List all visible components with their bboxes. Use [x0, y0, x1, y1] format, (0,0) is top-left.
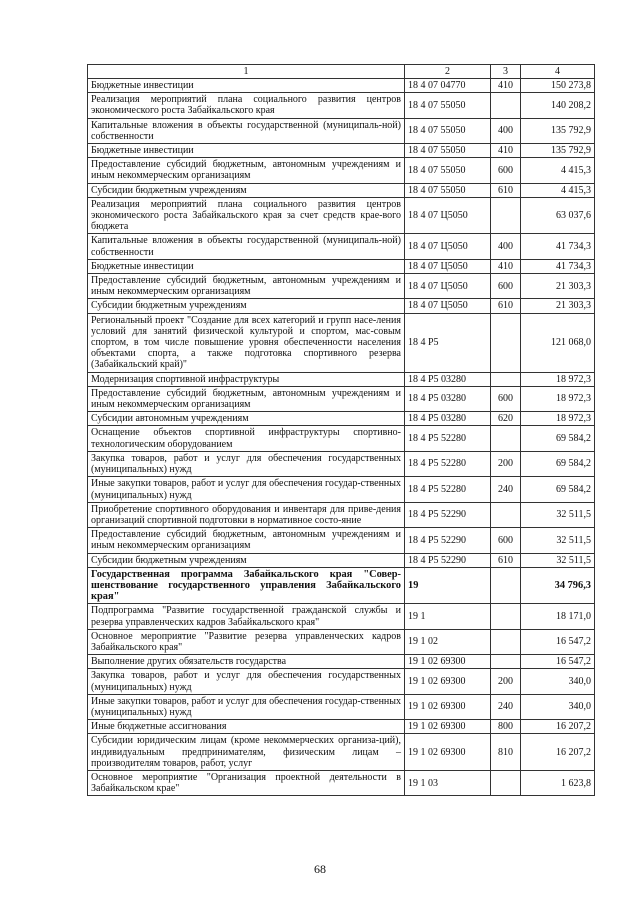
table-row [88, 502, 595, 527]
row-code-cell: 18 4 07 Ц5050 [405, 274, 491, 299]
row-name-cell: Государственная программа Забайкальского края "Совер-шенствование государственного управления Забайкальского края" [88, 567, 405, 604]
row-name-cell: Иные закупки товаров, работ и услуг для обеспечения государ-ственных (муниципальных) нужд [88, 477, 405, 502]
row-type-cell: 600 [491, 274, 521, 299]
row-code-cell: 19 1 02 69300 [405, 734, 491, 771]
row-type-cell: 610 [491, 553, 521, 567]
row-code-cell: 18 4 07 04770 [405, 79, 491, 93]
row-name-cell: Предоставление субсидий бюджетным, автономным учреждениям и иным некоммерческим организациям [88, 158, 405, 183]
row-type-cell: 610 [491, 183, 521, 197]
row-type-cell [491, 567, 521, 604]
row-type-cell [491, 197, 521, 234]
row-name-cell: Субсидии юридическим лицам (кроме некоммерческих организа-ций), индивидуальным предпринимателям, физическим лицам – производителям товаров, работ, услуг [88, 734, 405, 771]
row-type-cell: 600 [491, 158, 521, 183]
row-type-cell: 410 [491, 144, 521, 158]
table-row [88, 372, 595, 386]
table-row [88, 720, 595, 734]
row-name-cell: Предоставление субсидий бюджетным, автономным учреждениям и иным некоммерческим организациям [88, 386, 405, 411]
row-sum-cell: 63 037,6 [521, 197, 595, 234]
row-code-cell: 18 4 07 Ц5050 [405, 197, 491, 234]
row-name-cell: Капитальные вложения в объекты государственной (муниципаль-ной) собственности [88, 118, 405, 143]
row-code-cell: 18 4 P5 52280 [405, 451, 491, 476]
row-code-cell: 19 [405, 567, 491, 604]
row-code-cell: 18 4 07 Ц5050 [405, 299, 491, 313]
table-row [88, 669, 595, 694]
row-type-cell: 200 [491, 451, 521, 476]
table-row [88, 234, 595, 259]
row-code-cell: 19 1 02 69300 [405, 694, 491, 719]
row-type-cell: 620 [491, 412, 521, 426]
table-row [88, 274, 595, 299]
row-type-cell: 240 [491, 477, 521, 502]
row-type-cell: 400 [491, 118, 521, 143]
table-row [88, 426, 595, 451]
budget-table [87, 64, 595, 796]
header-col-3: 3 [491, 65, 521, 79]
table-row [88, 259, 595, 273]
row-type-cell: 400 [491, 234, 521, 259]
row-sum-cell: 135 792,9 [521, 144, 595, 158]
row-sum-cell: 340,0 [521, 694, 595, 719]
table-row [88, 528, 595, 553]
row-name-cell: Реализация мероприятий плана социального развития центров экономического роста Забайкальского края [88, 93, 405, 118]
row-type-cell [491, 604, 521, 629]
table-row [88, 118, 595, 143]
table-row [88, 93, 595, 118]
row-type-cell: 600 [491, 386, 521, 411]
row-type-cell: 600 [491, 528, 521, 553]
row-sum-cell: 34 796,3 [521, 567, 595, 604]
row-name-cell: Закупка товаров, работ и услуг для обеспечения государственных (муниципальных) нужд [88, 669, 405, 694]
table-row [88, 183, 595, 197]
row-name-cell: Предоставление субсидий бюджетным, автономным учреждениям и иным некоммерческим организациям [88, 528, 405, 553]
budget-table-page [87, 64, 594, 796]
row-type-cell: 800 [491, 720, 521, 734]
row-type-cell: 810 [491, 734, 521, 771]
table-row [88, 386, 595, 411]
table-row [88, 734, 595, 771]
row-type-cell: 240 [491, 694, 521, 719]
row-code-cell: 18 4 P5 52290 [405, 528, 491, 553]
row-type-cell: 410 [491, 79, 521, 93]
table-row [88, 197, 595, 234]
row-type-cell [491, 770, 521, 795]
row-name-cell: Бюджетные инвестиции [88, 144, 405, 158]
table-row [88, 313, 595, 372]
row-name-cell: Субсидии бюджетным учреждениям [88, 553, 405, 567]
row-sum-cell: 4 415,3 [521, 158, 595, 183]
row-code-cell: 18 4 P5 03280 [405, 386, 491, 411]
row-type-cell [491, 629, 521, 654]
table-row [88, 655, 595, 669]
row-sum-cell: 32 511,5 [521, 528, 595, 553]
row-name-cell: Региональный проект "Создание для всех категорий и групп насе-ления условий для занятий физической культурой и спортом, мас-совым спортом, в том числе повышение уровня обеспеченности населения объектами спорта, а также подготовка спортивного резерва (Забайкальский край)" [88, 313, 405, 372]
row-name-cell: Оснащение объектов спортивной инфраструктуры спортивно-технологическим оборудованием [88, 426, 405, 451]
row-code-cell: 19 1 02 69300 [405, 720, 491, 734]
header-col-2: 2 [405, 65, 491, 79]
row-name-cell: Выполнение других обязательств государства [88, 655, 405, 669]
row-sum-cell: 18 972,3 [521, 372, 595, 386]
row-type-cell: 610 [491, 299, 521, 313]
row-name-cell: Основное мероприятие "Организация проектной деятельности в Забайкальском крае" [88, 770, 405, 795]
row-sum-cell: 21 303,3 [521, 274, 595, 299]
table-row [88, 629, 595, 654]
row-type-cell [491, 502, 521, 527]
table-row [88, 770, 595, 795]
row-name-cell: Закупка товаров, работ и услуг для обеспечения государственных (муниципальных) нужд [88, 451, 405, 476]
table-row [88, 144, 595, 158]
row-sum-cell: 1 623,8 [521, 770, 595, 795]
row-name-cell: Капитальные вложения в объекты государственной (муниципаль-ной) собственности [88, 234, 405, 259]
row-code-cell: 18 4 P5 52280 [405, 426, 491, 451]
table-row [88, 567, 595, 604]
row-name-cell: Субсидии бюджетным учреждениям [88, 183, 405, 197]
row-sum-cell: 4 415,3 [521, 183, 595, 197]
row-code-cell: 19 1 02 69300 [405, 669, 491, 694]
row-sum-cell: 18 972,3 [521, 412, 595, 426]
row-sum-cell: 16 207,2 [521, 720, 595, 734]
row-sum-cell: 340,0 [521, 669, 595, 694]
row-code-cell: 18 4 P5 52280 [405, 477, 491, 502]
row-name-cell: Иные закупки товаров, работ и услуг для обеспечения государ-ственных (муниципальных) нужд [88, 694, 405, 719]
row-code-cell: 18 4 07 55050 [405, 183, 491, 197]
row-code-cell: 18 4 07 55050 [405, 144, 491, 158]
page-number: 68 [314, 862, 326, 876]
budget-table-body [88, 65, 595, 796]
row-sum-cell: 150 273,8 [521, 79, 595, 93]
row-sum-cell: 69 584,2 [521, 426, 595, 451]
row-sum-cell: 69 584,2 [521, 477, 595, 502]
row-code-cell: 18 4 P5 03280 [405, 372, 491, 386]
row-sum-cell: 18 972,3 [521, 386, 595, 411]
table-row [88, 604, 595, 629]
row-sum-cell: 18 171,0 [521, 604, 595, 629]
row-sum-cell: 32 511,5 [521, 502, 595, 527]
table-row [88, 553, 595, 567]
row-name-cell: Реализация мероприятий плана социального развития центров экономического роста Забайкальского края за счет средств крае-вого бюджета [88, 197, 405, 234]
row-sum-cell: 69 584,2 [521, 451, 595, 476]
row-name-cell: Предоставление субсидий бюджетным, автономным учреждениям и иным некоммерческим организациям [88, 274, 405, 299]
row-type-cell: 410 [491, 259, 521, 273]
header-col-4: 4 [521, 65, 595, 79]
table-row [88, 694, 595, 719]
table-row [88, 79, 595, 93]
row-sum-cell: 41 734,3 [521, 259, 595, 273]
row-name-cell: Модернизация спортивной инфраструктуры [88, 372, 405, 386]
row-code-cell: 18 4 07 Ц5050 [405, 234, 491, 259]
row-name-cell: Субсидии бюджетным учреждениям [88, 299, 405, 313]
row-code-cell: 18 4 07 Ц5050 [405, 259, 491, 273]
header-col-1: 1 [88, 65, 405, 79]
row-type-cell [491, 93, 521, 118]
row-sum-cell: 32 511,5 [521, 553, 595, 567]
table-header-row [88, 65, 595, 79]
row-sum-cell: 135 792,9 [521, 118, 595, 143]
row-type-cell [491, 426, 521, 451]
row-type-cell [491, 372, 521, 386]
row-type-cell: 200 [491, 669, 521, 694]
row-sum-cell: 21 303,3 [521, 299, 595, 313]
row-sum-cell: 16 547,2 [521, 629, 595, 654]
row-code-cell: 18 4 07 55050 [405, 158, 491, 183]
row-type-cell [491, 655, 521, 669]
row-code-cell: 18 4 P5 03280 [405, 412, 491, 426]
row-code-cell: 18 4 P5 52290 [405, 502, 491, 527]
row-name-cell: Основное мероприятие "Развитие резерва управленческих кадров Забайкальского края" [88, 629, 405, 654]
table-row [88, 477, 595, 502]
row-code-cell: 19 1 03 [405, 770, 491, 795]
row-sum-cell: 121 068,0 [521, 313, 595, 372]
table-row [88, 451, 595, 476]
row-type-cell [491, 313, 521, 372]
table-row [88, 412, 595, 426]
row-code-cell: 18 4 P5 52290 [405, 553, 491, 567]
row-code-cell: 18 4 P5 [405, 313, 491, 372]
row-name-cell: Приобретение спортивного оборудования и инвентаря для приве-дения организаций спортивной подготовки в нормативное состо-яние [88, 502, 405, 527]
row-name-cell: Бюджетные инвестиции [88, 259, 405, 273]
row-sum-cell: 16 547,2 [521, 655, 595, 669]
row-sum-cell: 41 734,3 [521, 234, 595, 259]
row-code-cell: 19 1 02 [405, 629, 491, 654]
row-name-cell: Бюджетные инвестиции [88, 79, 405, 93]
row-code-cell: 18 4 07 55050 [405, 118, 491, 143]
row-name-cell: Субсидии автономным учреждениям [88, 412, 405, 426]
row-sum-cell: 16 207,2 [521, 734, 595, 771]
row-code-cell: 19 1 02 69300 [405, 655, 491, 669]
row-name-cell: Иные бюджетные ассигнования [88, 720, 405, 734]
row-sum-cell: 140 208,2 [521, 93, 595, 118]
row-code-cell: 19 1 [405, 604, 491, 629]
table-row [88, 158, 595, 183]
row-name-cell: Подпрограмма "Развитие государственной гражданской службы и резерва управленческих кадров Забайкальского края" [88, 604, 405, 629]
row-code-cell: 18 4 07 55050 [405, 93, 491, 118]
table-row [88, 299, 595, 313]
